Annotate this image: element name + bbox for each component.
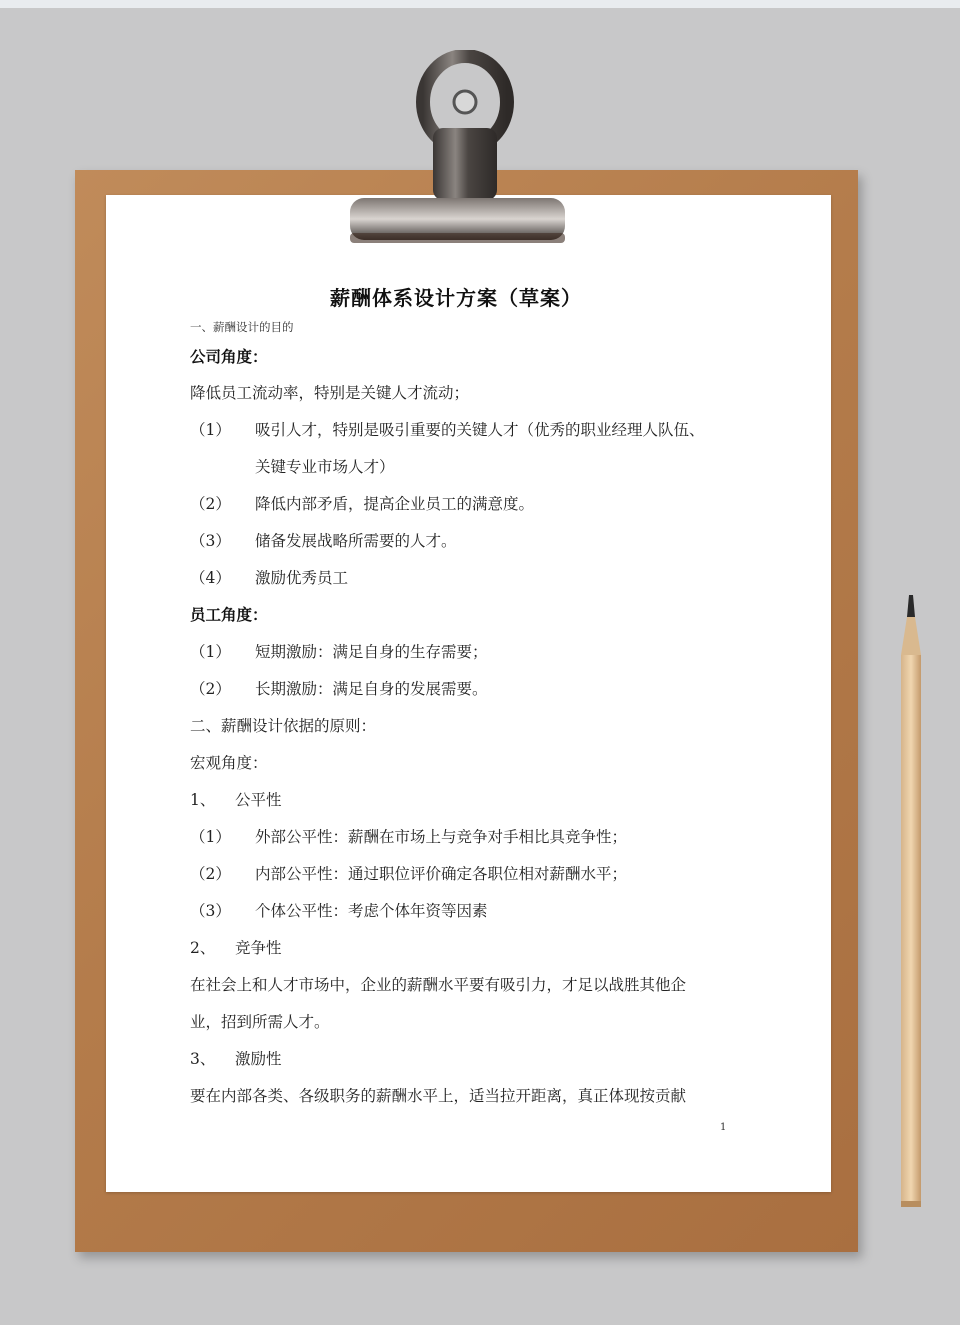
employee-perspective-heading: 员工角度：: [190, 605, 268, 624]
company-item-continuation: 关键专业市场人才）: [255, 458, 395, 476]
item-text: 降低内部矛盾，提高企业员工的满意度。: [255, 495, 535, 513]
principle-text: 激励性: [235, 1050, 282, 1068]
fairness-item: [190, 862, 627, 884]
item-text: 储备发展战略所需要的人才。: [255, 532, 457, 550]
fairness-item: [190, 899, 488, 921]
incentive-paragraph-line: 要在内部各类、各级职务的薪酬水平上，适当拉开距离，真正体现按贡献: [190, 1087, 687, 1105]
principle-text: 竞争性: [235, 939, 282, 957]
company-perspective-heading: 公司角度：: [190, 347, 268, 366]
company-item: [190, 418, 705, 440]
item-number: （2）: [190, 495, 231, 513]
company-intro-text: 降低员工流动率，特别是关键人才流动；: [190, 384, 470, 402]
principle-number: 1、: [190, 791, 216, 809]
pencil-icon: [893, 595, 929, 1207]
item-text: 外部公平性：薪酬在市场上与竞争对手相比具竞争性；: [255, 828, 628, 846]
item-text: 激励优秀员工: [255, 569, 349, 587]
principle-item: [190, 1047, 282, 1069]
item-number: （4）: [190, 569, 231, 587]
principle-item: [190, 936, 282, 958]
company-item: [190, 492, 534, 514]
page-number: 1: [720, 1122, 727, 1133]
item-text: 长期激励：满足自身的发展需要。: [255, 680, 488, 698]
competitive-paragraph-line: 在社会上和人才市场中，企业的薪酬水平要有吸引力，才足以战胜其他企: [190, 976, 687, 994]
item-number: （1）: [190, 643, 231, 661]
item-number: （2）: [190, 865, 231, 883]
item-text: 吸引人才，特别是吸引重要的关键人才（优秀的职业经理人队伍、: [255, 421, 705, 439]
fairness-item: [190, 825, 627, 847]
item-number: （2）: [190, 680, 231, 698]
company-item: [190, 566, 348, 588]
binder-clip-icon: [345, 50, 570, 250]
item-text: 个体公平性：考虑个体年资等因素: [255, 902, 488, 920]
competitive-paragraph-line: 业，招到所需人才。: [190, 1013, 330, 1031]
section-heading-purpose: 一、薪酬设计的目的: [190, 320, 294, 334]
item-number: （1）: [190, 421, 231, 439]
principle-number: 2、: [190, 939, 216, 957]
company-item: [190, 529, 457, 551]
principle-item: [190, 788, 282, 810]
background-top-strip: [0, 0, 960, 8]
item-number: （1）: [190, 828, 231, 846]
document-title: 薪酬体系设计方案（草案）: [330, 286, 582, 310]
principle-text: 公平性: [235, 791, 282, 809]
principle-number: 3、: [190, 1050, 216, 1068]
item-number: （3）: [190, 532, 231, 550]
item-text: 内部公平性：通过职位评价确定各职位相对薪酬水平；: [255, 865, 628, 883]
item-number: （3）: [190, 902, 231, 920]
macro-perspective-heading: 宏观角度：: [190, 754, 268, 772]
employee-item: [190, 677, 488, 699]
section-heading-principles: 二、薪酬设计依据的原则：: [190, 717, 377, 735]
item-text: 短期激励：满足自身的生存需要；: [255, 643, 488, 661]
employee-item: [190, 640, 488, 662]
